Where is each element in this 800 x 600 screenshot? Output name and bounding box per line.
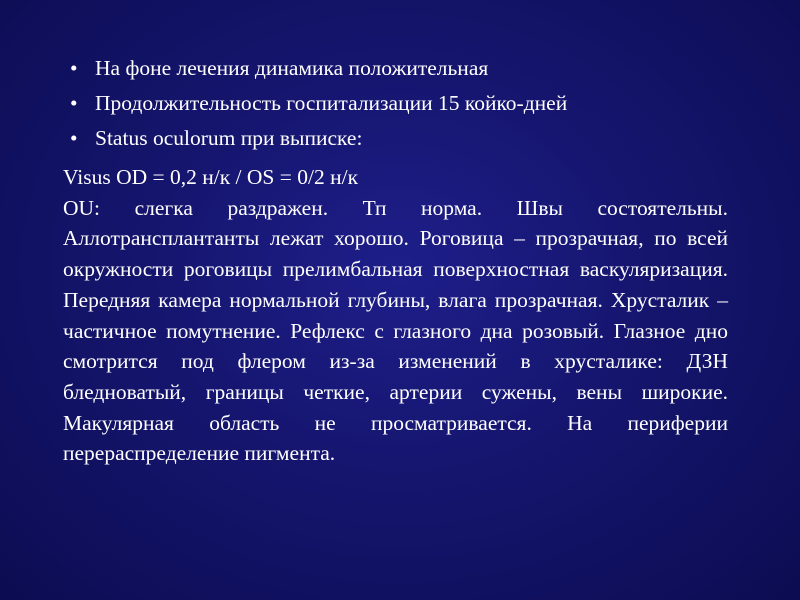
exam-findings <box>63 162 728 469</box>
bullet-item <box>70 89 750 118</box>
bullet-list <box>70 54 750 159</box>
bullet-text-hospitalization-duration: Продолжительность госпитализации 15 койко-дней <box>95 91 568 115</box>
bullet-text-treatment-dynamics: На фоне лечения динамика положительная <box>95 56 489 80</box>
bullet-item <box>70 54 750 83</box>
visus-line: Visus OD = 0,2 н/к / OS = 0/2 н/к <box>63 165 359 189</box>
bullet-item <box>70 124 750 153</box>
bullet-dot: • <box>70 56 78 80</box>
bullet-dot: • <box>70 126 78 150</box>
bullet-dot: • <box>70 91 78 115</box>
exam-description: OU: слегка раздражен. Тп норма. Швы состоятельны. Аллотрансплантанты лежат хорошо. Роговица – прозрачная, по всей окружности роговицы прелимбальная поверхностная васкуляризация. Передняя камера нормальной глубины, влага прозрачная. Хрусталик – частичное помутнение. Рефлекс с глазного дна розовый. Глазное дно смотрится под флером из-за изменений в хрусталике: ДЗН бледноватый, границы четкие, артерии сужены, вены широкие. Макулярная область не просматривается. На периферии перераспределение пигмента. <box>63 195 728 466</box>
bullet-text-status-oculorum: Status oculorum при выписке: <box>95 126 363 150</box>
